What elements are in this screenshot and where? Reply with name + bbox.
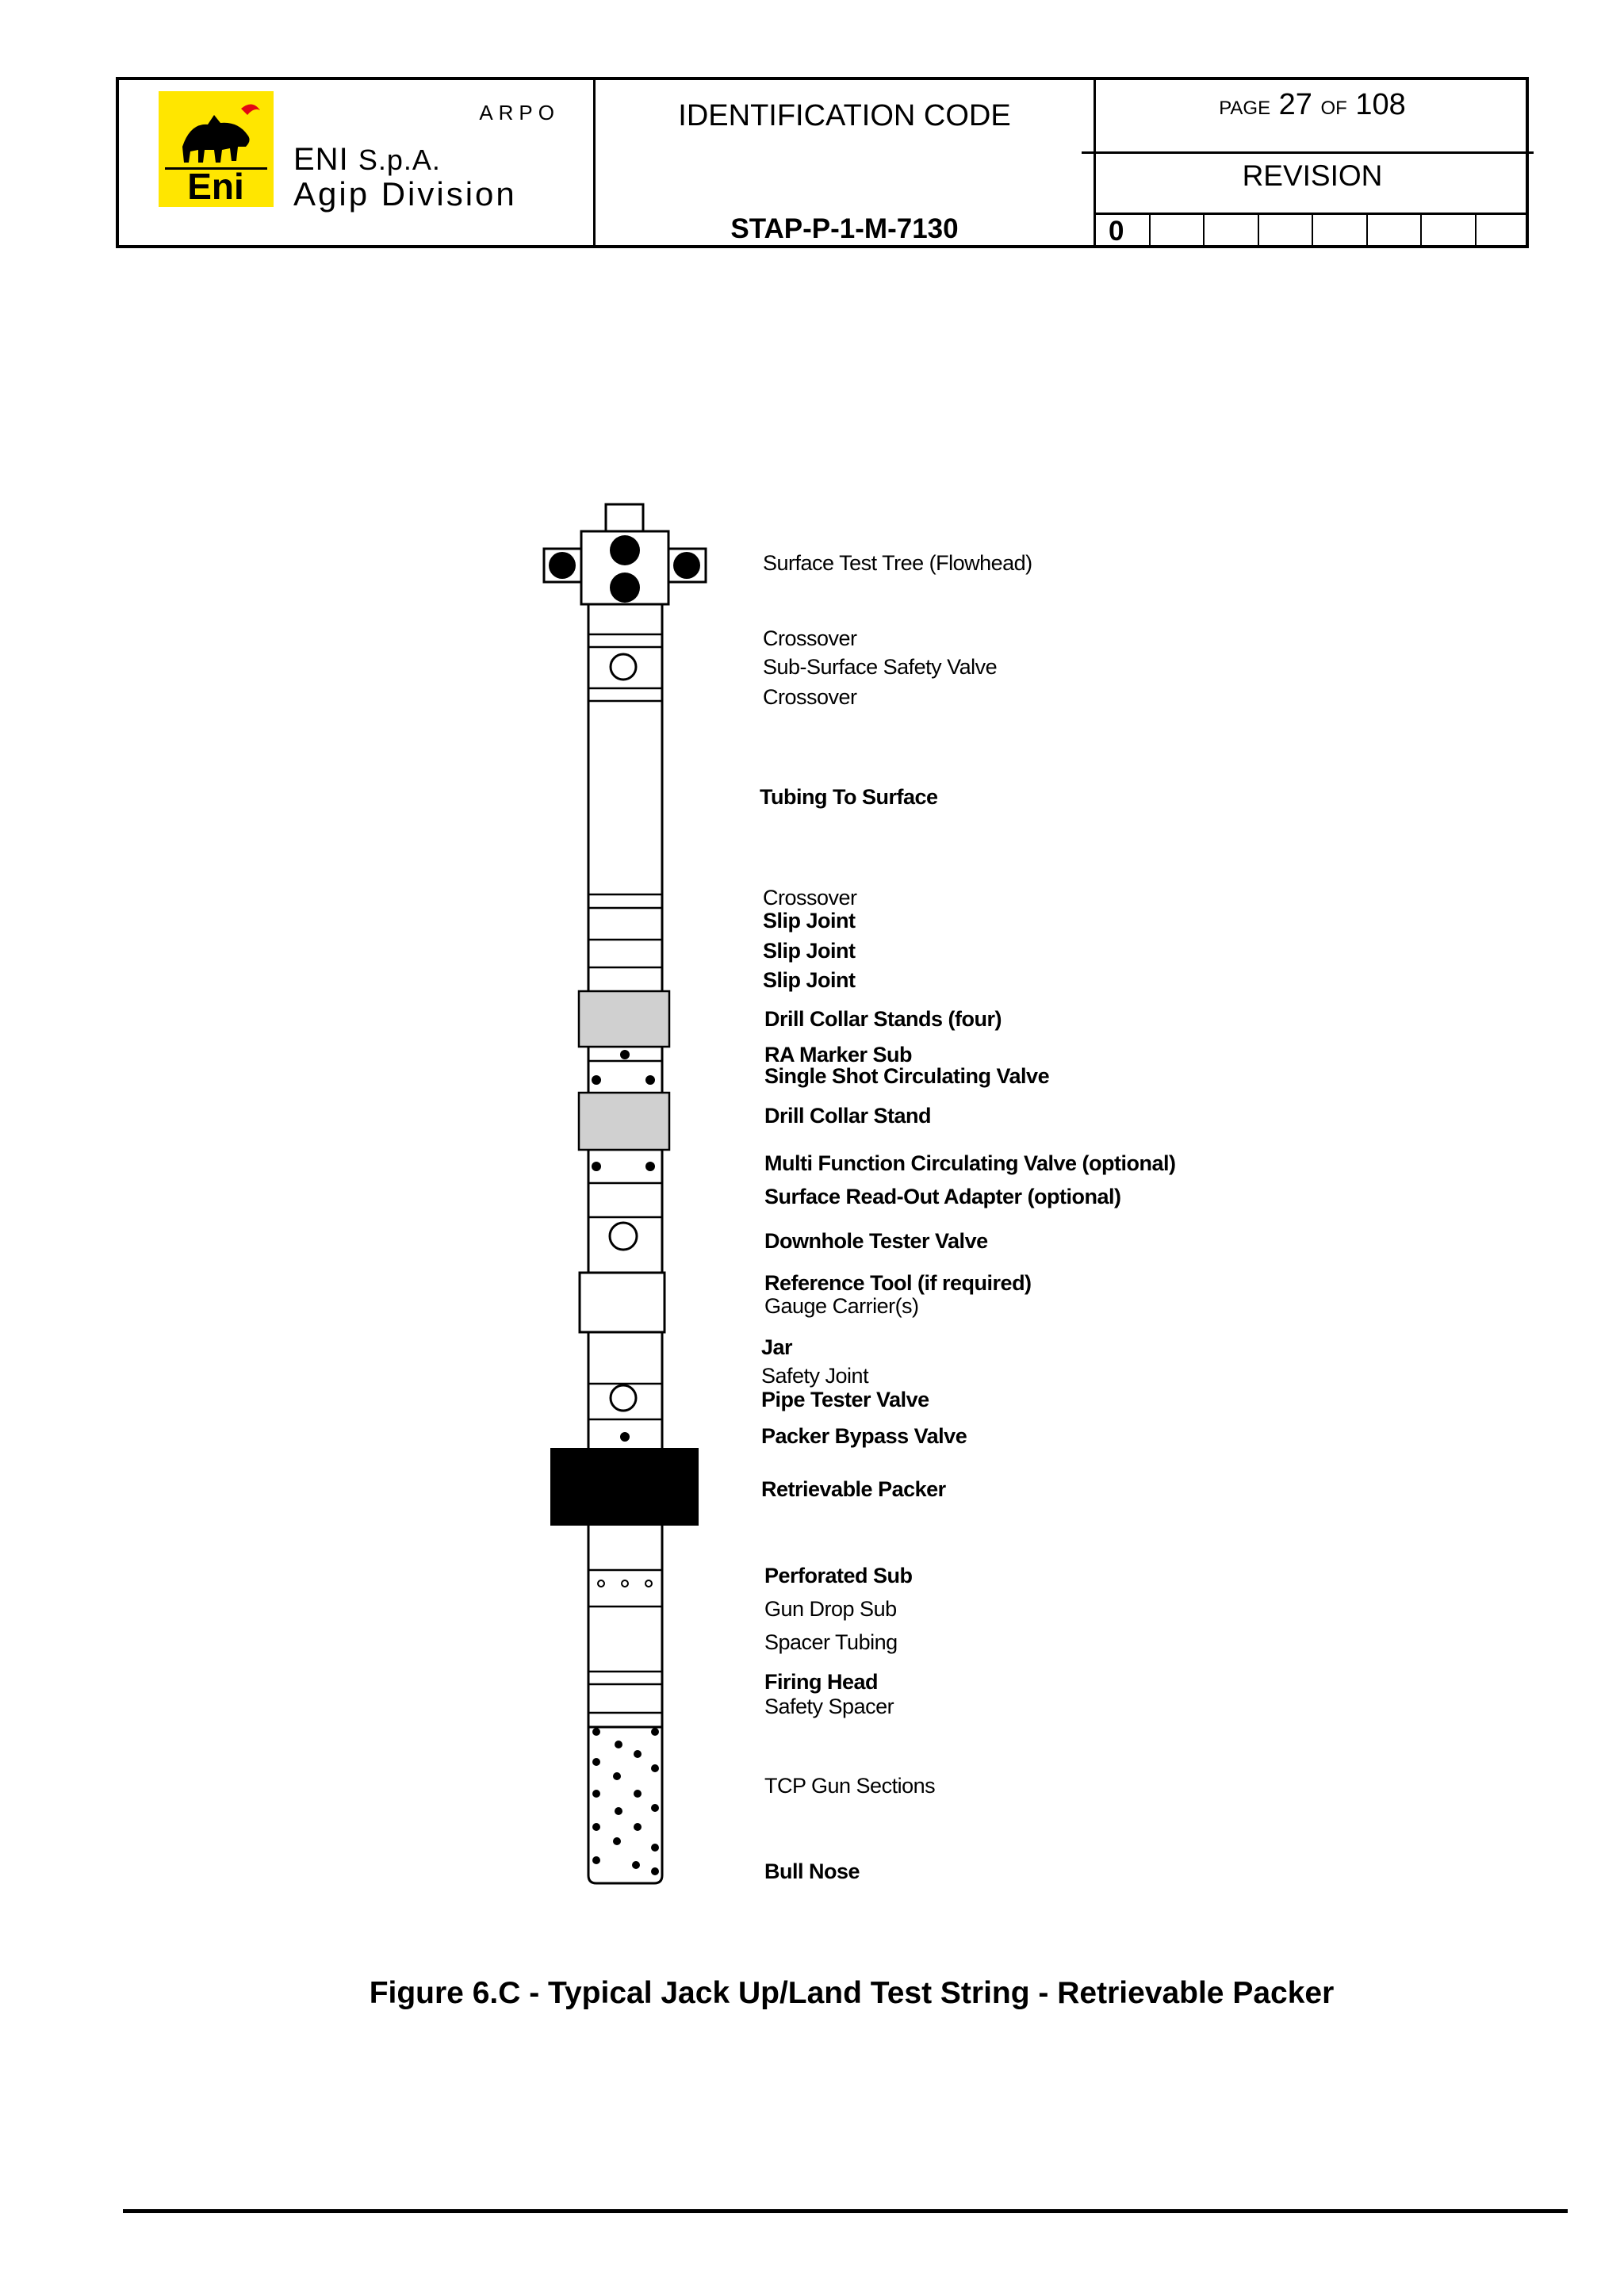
footer-rule xyxy=(123,2209,1568,2213)
gun-shot-dot xyxy=(634,1823,642,1831)
string-body xyxy=(588,604,662,1786)
label-single-shot-circulating-valve: Single Shot Circulating Valve xyxy=(764,1064,1050,1088)
label-surface-read-out-adapter: Surface Read-Out Adapter (optional) xyxy=(764,1185,1121,1208)
gun-shot-dot xyxy=(592,1823,600,1831)
gun-shot-dot xyxy=(592,1728,600,1736)
label-crossover: Crossover xyxy=(763,626,857,650)
gun-shot-dot xyxy=(615,1741,622,1748)
gun-shot-dot xyxy=(651,1804,659,1812)
label-slip-joint: Slip Joint xyxy=(763,968,856,992)
gun-shot-dot xyxy=(634,1750,642,1758)
label-safety-spacer: Safety Spacer xyxy=(764,1695,894,1718)
label-jar: Jar xyxy=(761,1335,793,1359)
label-packer-bypass-valve: Packer Bypass Valve xyxy=(761,1424,967,1448)
port-dot xyxy=(645,1075,655,1085)
label-slip-joint: Slip Joint xyxy=(763,939,856,963)
flowhead-valve-icon xyxy=(610,573,640,603)
label-crossover: Crossover xyxy=(763,886,857,910)
safety-valve-icon xyxy=(611,654,636,680)
gun-shot-dot xyxy=(592,1856,600,1864)
division-name: Agip Division xyxy=(293,175,517,213)
port-dot xyxy=(620,1050,630,1059)
svg-text:Eni: Eni xyxy=(187,166,244,207)
port-dot xyxy=(592,1162,601,1171)
port-dot xyxy=(592,1075,601,1085)
label-surface-test-tree: Surface Test Tree (Flowhead) xyxy=(763,551,1032,575)
gauge-carrier xyxy=(580,1273,665,1332)
drill-collar-stand xyxy=(579,1093,669,1150)
flowhead-valve-icon xyxy=(673,552,700,579)
perforation-hole xyxy=(645,1580,652,1587)
gun-shot-dot xyxy=(634,1790,642,1798)
label-retrievable-packer: Retrievable Packer xyxy=(761,1477,946,1501)
gun-shot-dot xyxy=(592,1790,600,1798)
company-name: ENI S.p.A. xyxy=(293,142,441,177)
label-downhole-tester-valve: Downhole Tester Valve xyxy=(764,1229,988,1253)
label-slip-joint: Slip Joint xyxy=(763,909,856,933)
drill-collar-stands xyxy=(579,991,669,1047)
gun-shot-dot xyxy=(651,1728,659,1736)
port-dot xyxy=(620,1432,630,1442)
label-crossover: Crossover xyxy=(763,685,857,709)
label-firing-head: Firing Head xyxy=(764,1670,879,1694)
identification-code-label: IDENTIFICATION CODE xyxy=(678,99,1011,132)
gun-shot-dot xyxy=(613,1772,621,1780)
label-perforated-sub: Perforated Sub xyxy=(764,1564,913,1587)
label-sub-surface-safety-valve: Sub-Surface Safety Valve xyxy=(763,655,998,679)
revision-label: REVISION xyxy=(1242,159,1383,192)
label-ra-marker-sub: RA Marker Sub xyxy=(764,1043,913,1067)
flowhead-valve-icon xyxy=(610,535,640,565)
tester-valve-icon xyxy=(610,1223,637,1250)
retrievable-packer xyxy=(550,1448,699,1526)
label-bull-nose: Bull Nose xyxy=(764,1859,860,1883)
identification-code-value: STAP-P-1-M-7130 xyxy=(730,213,959,244)
figure-caption: Figure 6.C - Typical Jack Up/Land Test String - Retrievable Packer xyxy=(369,1976,1335,2010)
gun-shot-dot xyxy=(613,1837,621,1845)
label-reference-tool: Reference Tool (if required) xyxy=(764,1271,1032,1295)
port-dot xyxy=(645,1162,655,1171)
gun-shot-dot xyxy=(651,1764,659,1772)
flowhead-valve-icon xyxy=(549,552,576,579)
label-safety-joint: Safety Joint xyxy=(761,1364,869,1388)
pipe-tester-valve-icon xyxy=(611,1385,636,1411)
page-number: PAGE 27 OF 108 xyxy=(1219,88,1406,121)
gun-shot-dot xyxy=(615,1807,622,1815)
label-multi-function-circulating-valve: Multi Function Circulating Valve (optional) xyxy=(764,1151,1176,1175)
gun-shot-dot xyxy=(651,1844,659,1852)
gun-shot-dot xyxy=(632,1861,640,1869)
label-drill-collar-stands: Drill Collar Stands (four) xyxy=(764,1007,1002,1031)
perforation-hole xyxy=(598,1580,604,1587)
revision-value: 0 xyxy=(1109,216,1124,247)
flowhead-swab-cap xyxy=(606,504,643,531)
label-tcp-gun-sections: TCP Gun Sections xyxy=(764,1774,936,1798)
perforation-hole xyxy=(622,1580,628,1587)
label-drill-collar-stand: Drill Collar Stand xyxy=(764,1104,932,1128)
arpo-label: ARPO xyxy=(479,101,560,124)
label-spacer-tubing: Spacer Tubing xyxy=(764,1630,898,1654)
label-gauge-carriers: Gauge Carrier(s) xyxy=(764,1294,919,1318)
label-pipe-tester-valve: Pipe Tester Valve xyxy=(761,1388,929,1411)
gun-shot-dot xyxy=(592,1758,600,1766)
label-tubing-to-surface: Tubing To Surface xyxy=(760,785,938,809)
gun-shot-dot xyxy=(651,1867,659,1875)
label-gun-drop-sub: Gun Drop Sub xyxy=(764,1597,897,1621)
